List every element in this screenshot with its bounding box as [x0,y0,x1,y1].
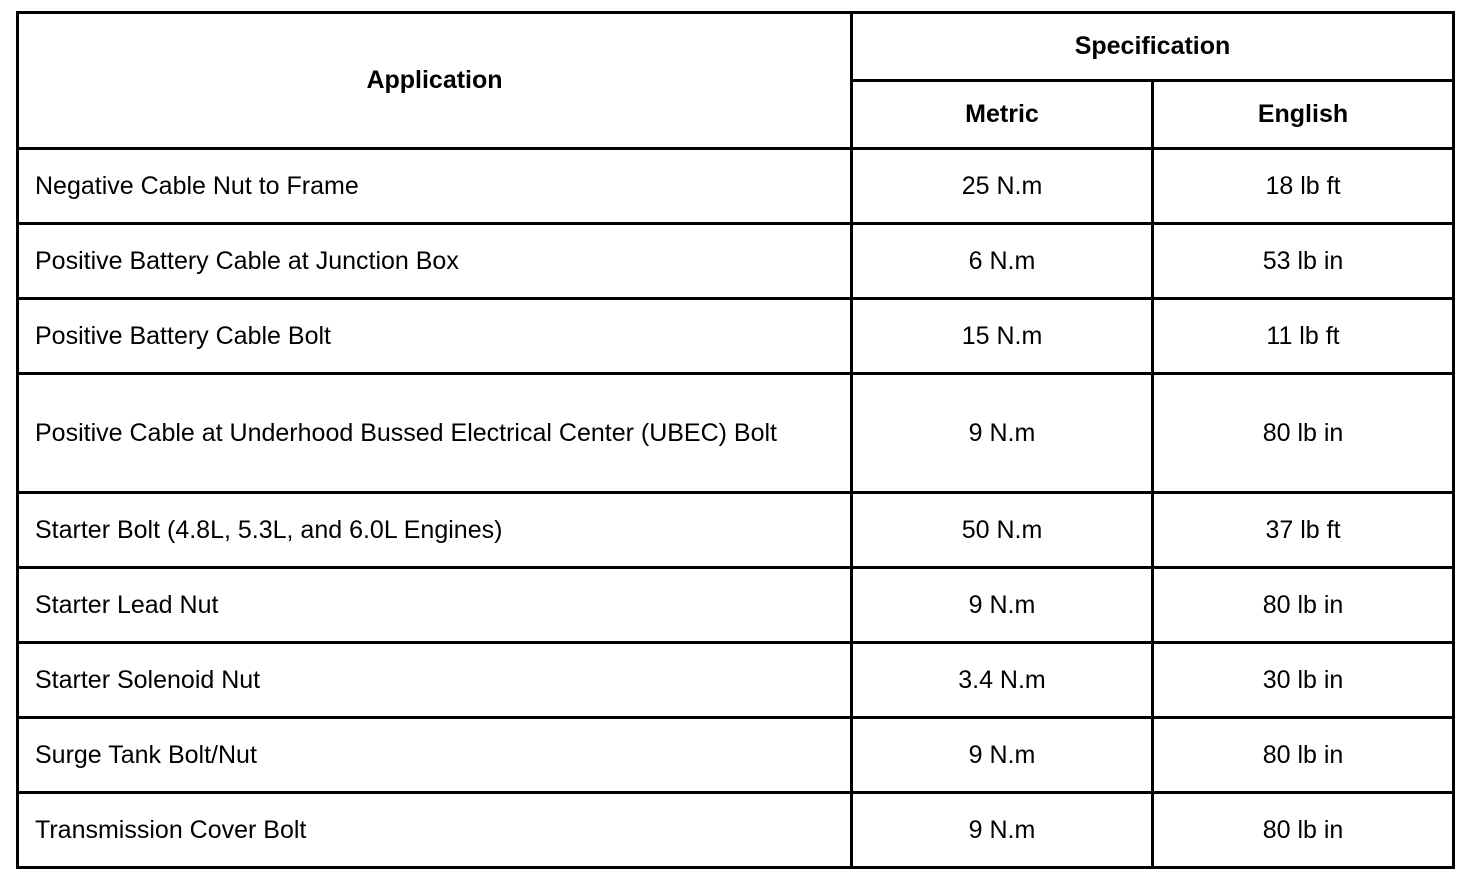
table-row [18,718,1454,793]
table-row [18,643,1454,718]
english-cell: 80 lb in [1153,718,1454,793]
specification-header: Specification [852,13,1454,81]
english-cell: 18 lb ft [1153,149,1454,224]
application-cell: Positive Battery Cable Bolt [18,299,852,374]
metric-cell: 25 N.m [852,149,1153,224]
application-cell: Starter Bolt (4.8L, 5.3L, and 6.0L Engines) [18,493,852,568]
fastener-specification-table [16,11,1455,869]
english-cell: 30 lb in [1153,643,1454,718]
english-cell: 80 lb in [1153,793,1454,868]
application-cell: Starter Solenoid Nut [18,643,852,718]
metric-cell: 3.4 N.m [852,643,1153,718]
application-cell: Transmission Cover Bolt [18,793,852,868]
application-cell: Negative Cable Nut to Frame [18,149,852,224]
table-row [18,374,1454,493]
metric-cell: 9 N.m [852,374,1153,493]
table-row [18,149,1454,224]
application-cell: Starter Lead Nut [18,568,852,643]
english-cell: 37 lb ft [1153,493,1454,568]
metric-cell: 9 N.m [852,568,1153,643]
table-body [18,149,1454,868]
table-row [18,793,1454,868]
english-cell: 80 lb in [1153,374,1454,493]
metric-cell: 9 N.m [852,718,1153,793]
application-cell: Positive Cable at Underhood Bussed Electrical Center (UBEC) Bolt [18,374,852,493]
table-row [18,224,1454,299]
english-cell: 80 lb in [1153,568,1454,643]
metric-header: Metric [852,81,1153,149]
metric-cell: 9 N.m [852,793,1153,868]
application-cell: Surge Tank Bolt/Nut [18,718,852,793]
table-row [18,568,1454,643]
metric-cell: 15 N.m [852,299,1153,374]
table-row [18,493,1454,568]
english-cell: 53 lb in [1153,224,1454,299]
english-cell: 11 lb ft [1153,299,1454,374]
application-header: Application [18,13,852,149]
table-row [18,299,1454,374]
metric-cell: 50 N.m [852,493,1153,568]
table-header [18,13,1454,149]
english-header: English [1153,81,1454,149]
application-cell: Positive Battery Cable at Junction Box [18,224,852,299]
metric-cell: 6 N.m [852,224,1153,299]
header-row-top [18,13,1454,81]
